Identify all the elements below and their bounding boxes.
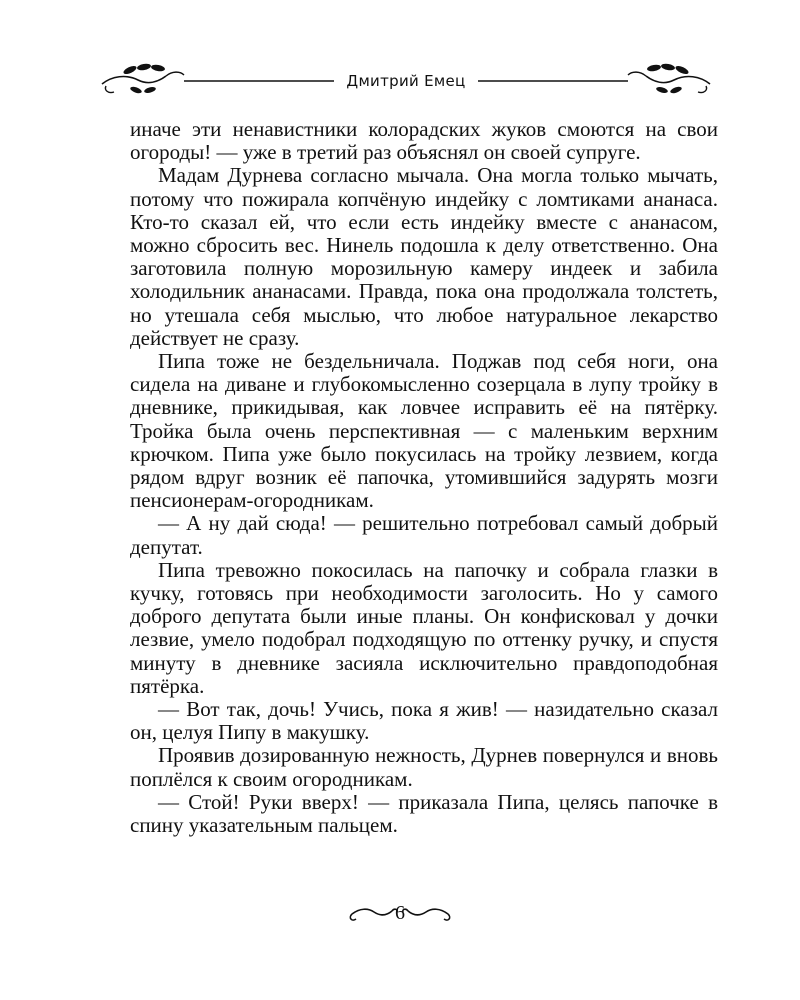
running-header bbox=[100, 62, 712, 102]
body-text bbox=[130, 118, 718, 837]
page-footer bbox=[300, 898, 500, 928]
paragraph: иначе эти ненавистники колорадских жуков смоются на свои огороды! — уже в третий раз объяснял он своей супруге. bbox=[130, 117, 718, 165]
paragraph: — Вот так, дочь! Учись, пока я жив! — назидательно сказал он, целуя Пипу в макушку. bbox=[130, 697, 718, 745]
page-number: 6 bbox=[395, 902, 405, 924]
paragraph: — А ну дай сюда! — решительно потребовал самый добрый депутат. bbox=[130, 511, 718, 559]
paragraph: Мадам Дурнева согласно мычала. Она могла только мычать, потому что пожирала копчёную индейку с ломтиками ананаса. Кто-то сказал ей, что если есть индейку вместе с ананасом, можно сбросить вес. Нинель подошла к делу ответственно. Она заготовила полную морозильную камеру индеек и забила холодильник ананасами. Правда, пока она продолжала толстеть, но утешала себя мыслью, что любое натуральное лекарство действует не сразу. bbox=[130, 163, 718, 350]
author-name: Дмитрий Емец bbox=[334, 72, 477, 90]
paragraph: Пипа тревожно покосилась на папочку и собрала глазки в кучку, готовясь при необходимости заголосить. Но у самого доброго депутата были иные планы. Он конфисковал у дочки лезвие, умело подобрал подходящую по оттенку ручку, и спустя минуту в дневнике засияла исключительно правдоподобная пятёрка. bbox=[130, 557, 718, 698]
paragraph: Проявив дозированную нежность, Дурнев повернулся и вновь поплёлся к своим огородникам. bbox=[130, 743, 718, 791]
paragraph: Пипа тоже не бездельничала. Поджав под себя ноги, она сидела на диване и глубокомысленно созерцала в лупу тройку в дневнике, прикидывая, как ловчее исправить её на пятёрку. Тройка была очень перспективная — с маленьким верхним крючком. Пипа уже было покусилась на тройку лезвием, когда рядом вдруг возник её папочка, утомившийся задурять мозги пенсионерам-огородникам. bbox=[130, 349, 718, 513]
paragraph: — Стой! Руки вверх! — приказала Пипа, целясь папочке в спину указательным пальцем. bbox=[130, 789, 718, 838]
header-author-line bbox=[100, 72, 712, 90]
